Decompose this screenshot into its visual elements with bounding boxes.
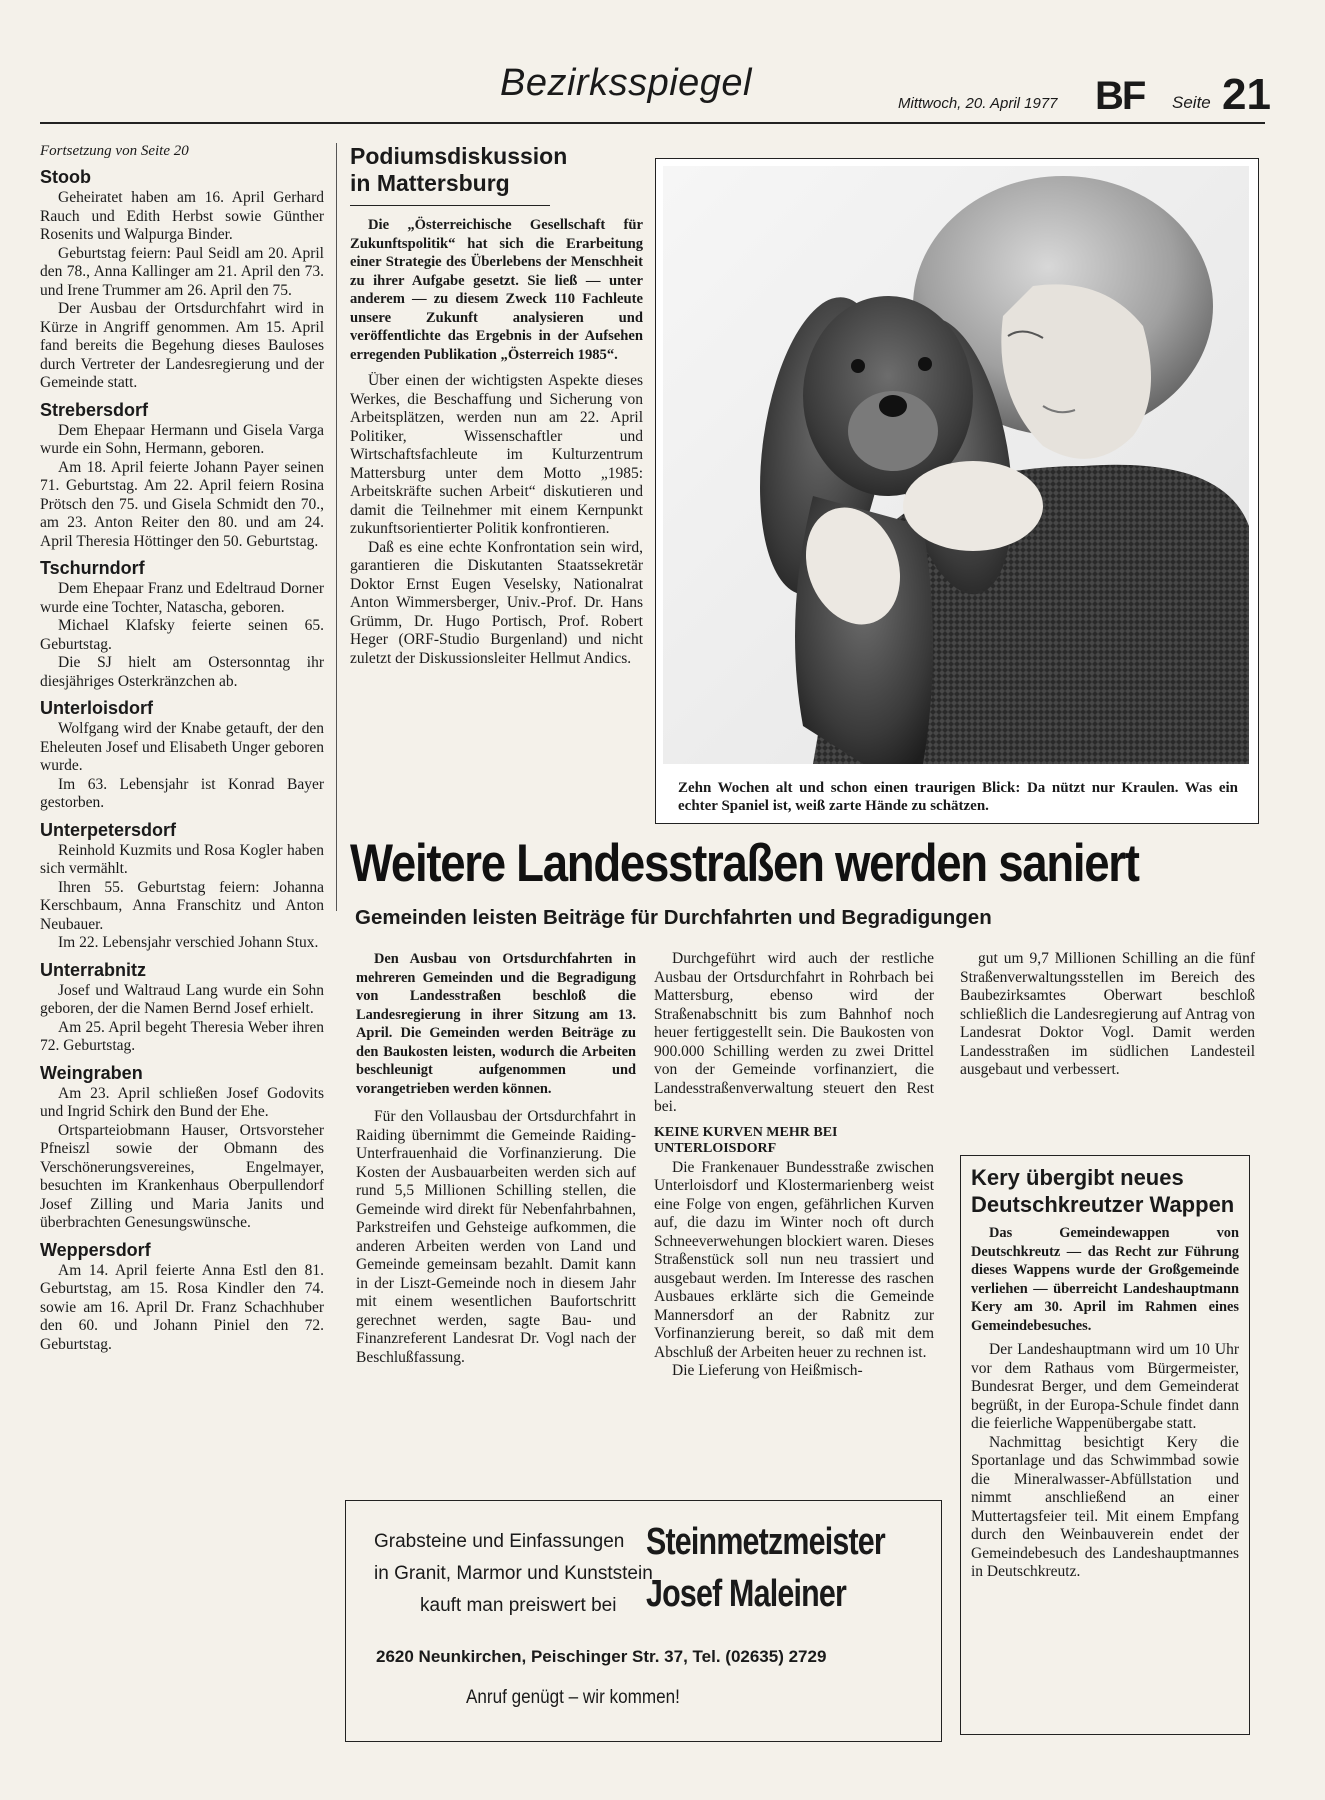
article-paragraph: gut um 9,7 Millionen Schilling an die fünf Straßenverwaltungsstellen im Bereich des Baubezirksamtes Oberwart beschloß schließlich die Landesregierung auf Antrag von Landesrat Doktor Vogl. Damit werden Landesstraßen im südlichen Landesteil ausgebaut und verbessert.: [960, 950, 1255, 1078]
locality-heading: Unterloisdorf: [40, 698, 154, 718]
ad-line-3: kauft man preiswert bei: [420, 1595, 617, 1616]
main-column-b-body: [654, 950, 934, 1117]
main-headline: Weitere Landesstraßen werden saniert: [350, 834, 1139, 893]
locality-heading: Tschurndorf: [40, 558, 145, 578]
locality-heading: Stoob: [40, 167, 91, 187]
news-paragraph: Am 23. April schließen Josef Godovits und Ingrid Schirk den Bund der Ehe.: [40, 1084, 324, 1120]
podium-lead-text: Die „Österreichische Gesellschaft für Zukunftspolitik“ hat sich die Erarbeitung einer Strategie des Überlebens der Menschheit zu ihrer Aufgabe gesetzt. Sie ließ — unter anderem — zu diesem Zweck 110 Fachleute unsere Zukunft analysieren und veröffentlichte das Ergebnis in der Aufsehen erregenden Publikation „Österreich 1985“.: [350, 217, 643, 363]
article-paragraph: Für den Vollausbau der Ortsdurchfahrt in Raiding übernimmt die Gemeinde Raiding-Unterfrauenhaid die Vorfinanzierung. Die Kosten der Ausbauarbeiten werden sich auf rund 5,5 Millionen Schilling stellen, die Gemeinde wird direkt für Nebenfahrbahnen, Parkstreifen und Gehsteige aufkommen, die anderen Arbeiten werden von Land und Gemeinde gemeinsam bezahlt. Damit kann in der Liszt-Gemeinde noch in diesem Jahr mit einem wesentlichen Baufortschritt gerechnet werden, sagte Bau- und Finanzreferent Landesrat Dr. Vogl nach der Beschlußfassung.: [356, 1108, 636, 1366]
ad-firm-line-2: Josef Maleiner: [646, 1573, 846, 1615]
podium-headline-line2: in Mattersburg: [350, 170, 510, 196]
news-paragraph: Geheiratet haben am 16. April Gerhard Rauch und Edith Herbst sowie Günther Rosenits und Walpurga Binder.: [40, 189, 324, 243]
news-paragraph: Im 63. Lebensjahr ist Konrad Bayer gestorben.: [40, 775, 324, 811]
main-column-b: [654, 950, 934, 1381]
kery-paragraph: Nachmittag besichtigt Kery die Sportanlage und das Schwimmbad sowie die Mineralwasser-Abfüllstation und nimmt anschließend an einer Muttertagsfeier teil. Mit einem Empfang durch den Weinbauverein endet der Gemeindebesuch des Landeshauptmannes in Deutschkreutz.: [971, 1433, 1239, 1580]
news-paragraph: Ihren 55. Geburtstag feiern: Johanna Kerschbaum, Anna Franschitz und Anton Neubauer.: [40, 878, 324, 933]
news-paragraph: Am 18. April feierte Johann Payer seinen 71. Geburtstag. Am 22. April feiern Rosina Prötsch den 75. und Gisela Schmidt den 70., am 23. Anton Reiter den 80. und am 24. April Theresia Höttinger den 50. Geburtstag.: [40, 458, 324, 550]
locality-news: [40, 422, 324, 552]
stonemason-advertisement: [345, 1500, 942, 1742]
podium-paragraph: Daß es eine echte Konfrontation sein wird, garantieren die Diskutanten Staatssekretär Doktor Ernst Eugen Veselsky, Nationalrat Anton Wimmersberger, Univ.-Prof. Dr. Hans Grümm, Dr. Hugo Portisch, Prof. Robert Heger (ORF-Studio Burgenland) und nicht zuletzt der Diskussionsleiter Hellmut Andics.: [350, 538, 643, 667]
locality-news: [40, 1085, 324, 1233]
page-number: 21: [1222, 70, 1271, 119]
news-paragraph: Ortsparteiobmann Hauser, Ortsvorsteher Pfneiszl sowie der Obmann des Verschönerungsvereines, Engelmayer, besuchten im Krankenhaus Oberpullendorf Josef Zilling und Maria Janits und überbrachten Genesungswünsche.: [40, 1121, 324, 1231]
local-news-column: [40, 143, 324, 1354]
kery-lead: [971, 1224, 1239, 1335]
locality-heading: Weingraben: [40, 1062, 143, 1083]
ad-line-1: Grabsteine und Einfassungen: [374, 1531, 625, 1552]
ad-line-2: in Granit, Marmor und Kunststein: [374, 1563, 653, 1584]
locality-heading: Unterrabnitz: [40, 959, 147, 980]
photo-caption: Zehn Wochen alt und schon einen traurigen Blick: Da nützt nur Kraulen. Was ein echter Spaniel ist, weiß zarte Hände zu schätzen.: [678, 780, 1238, 814]
kery-paragraph: Der Landeshauptmann wird um 10 Uhr vor dem Rathaus vom Bürgermeister, Bundesrat Berger, und dem Gemeinderat begrüßt, in der Europa-Schule findet dann die feierliche Wappenübergabe statt.: [971, 1341, 1239, 1432]
podium-body: [350, 372, 643, 668]
news-paragraph: Im 22. Lebensjahr verschied Johann Stux.: [58, 934, 319, 951]
main-column-a-body: [356, 1108, 636, 1367]
locality-heading: Unterpetersdorf: [40, 819, 177, 840]
main-column-b-body-2: [654, 1159, 934, 1381]
main-lead-text: Den Ausbau von Ortsdurchfahrten in mehreren Gemeinden und die Begradigung von Landesstraßen beschloß die Landesregierung in ihrer Sitzung am 13. April. Die Gemeinden werden Beiträge zu den Baukosten leisten, wodurch die Arbeiten beschleunigt aufgenommen und vorangetrieben werden können.: [356, 951, 636, 1097]
kery-body: [971, 1341, 1239, 1582]
locality-news: [40, 189, 324, 393]
main-column-c: [960, 950, 1255, 1080]
news-paragraph: Der Ausbau der Ortsdurchfahrt wird in Kürze in Angriff genommen. Am 15. April fand bereits die Begehung dieses Bauloses durch Vertreter der Landesregierung und der Gemeinde statt.: [40, 300, 324, 391]
column-divider: [336, 143, 337, 911]
page-label: Seite: [1172, 93, 1211, 112]
issue-date: Mittwoch, 20. April 1977: [898, 95, 1058, 112]
ad-address: 2620 Neunkirchen, Peischinger Str. 37, Tel. (02635) 2729: [376, 1647, 827, 1666]
podium-rule: [350, 205, 550, 206]
article-paragraph: Durchgeführt wird auch der restliche Ausbau der Ortsdurchfahrt in Rohrbach bei Mattersburg, ebenso wird der Straßenabschnitt bis zum Bahnhof noch heuer fertiggestellt sein. Die Baukosten von 900.000 Schilling werden zu zwei Drittel von der Gemeinde vorfinanziert, die Landesstraßenverwaltung steuert den Rest bei.: [654, 950, 934, 1115]
article-paragraph: Die Frankenauer Bundesstraße zwischen Unterloisdorf und Klostermarienberg weist eine Folge von engen, gefährlichen Kurven auf, die dazu im Winter noch oft durch Schneeverwehungen blockiert waren. Dieses Straßenstück soll nun neu trassiert und ausgebaut werden. Im Interesse des raschen Ausbaues erklärte sich die Gemeinde Mannersdorf an der Rabnitz zur Vorfinanzierung bereit, so daß mit dem Abschluß der Arbeiten heuer zu rechnen ist.: [654, 1158, 934, 1361]
news-paragraph: Dem Ehepaar Franz und Edeltraud Dorner wurde eine Tochter, Natascha, geboren.: [40, 580, 324, 616]
ad-firm-line-1: Steinmetzmeister: [646, 1521, 885, 1563]
news-paragraph: Dem Ehepaar Hermann und Gisela Varga wurde ein Sohn, Hermann, geboren.: [40, 421, 324, 457]
podium-headline-line1: Podiumsdiskussion: [350, 143, 568, 169]
podium-article: [350, 143, 643, 668]
article-paragraph: Die Lieferung von Heißmisch-: [672, 1362, 863, 1379]
ad-call-to-action: Anruf genügt – wir kommen!: [466, 1687, 680, 1708]
main-lead: [356, 950, 636, 1098]
locality-heading: Strebersdorf: [40, 399, 149, 420]
news-paragraph: Die SJ hielt am Ostersonntag ihr diesjähriges Osterkränzchen ab.: [40, 654, 324, 690]
locality-news: [40, 982, 324, 1056]
main-subheadline: Gemeinden leisten Beiträge für Durchfahrten und Begradigungen: [355, 906, 992, 929]
spaniel-photo: [663, 166, 1249, 764]
locality-news: [40, 842, 324, 953]
podium-headline: [350, 143, 643, 197]
locality-news: [40, 720, 324, 813]
locality-heading: Weppersdorf: [40, 1239, 151, 1260]
news-paragraph: Wolfgang wird der Knabe getauft, der den Eheleuten Josef und Elisabeth Unger geboren wurde.: [40, 720, 324, 774]
kery-headline: Kery übergibt neues Deutschkreutzer Wappen: [971, 1165, 1235, 1217]
news-paragraph: Josef und Waltraud Lang wurde ein Sohn geboren, der die Namen Bernd Josef erhielt.: [40, 981, 324, 1017]
news-paragraph: Am 25. April begeht Theresia Weber ihren 72. Geburtstag.: [40, 1018, 324, 1054]
spaniel-photo-box: [655, 158, 1259, 824]
main-column-b-subhead: KEINE KURVEN MEHR BEI UNTERLOISDORF: [654, 1124, 838, 1156]
locality-news: [40, 580, 324, 691]
podium-lead: [350, 216, 643, 364]
main-column-a: [356, 950, 636, 1367]
continuation-note: Fortsetzung von Seite 20: [40, 143, 189, 159]
news-paragraph: Am 14. April feierte Anna Estl den 81. Geburtstag, am 15. Rosa Kindler den 74. sowie am 16. April Dr. Franz Schachhuber den 60. und Johann Piniel den 72. Geburtstag.: [40, 1261, 324, 1353]
news-paragraph: Reinhold Kuzmits und Rosa Kogler haben sich vermählt.: [40, 841, 324, 877]
newspaper-logo: BF: [1095, 74, 1145, 118]
header-rule: [40, 122, 1265, 124]
news-paragraph: Michael Klafsky feierte seinen 65. Geburtstag.: [40, 617, 324, 653]
main-column-c-body: [960, 950, 1255, 1080]
locality-news: [40, 1262, 324, 1355]
section-title: Bezirksspiegel: [500, 62, 752, 104]
podium-paragraph: Über einen der wichtigsten Aspekte dieses Werkes, die Beschaffung und Sicherung von Arbeitsplätzen, werden nun am 22. April Politiker, Wissenschaftler und Wirtschaftsfachleute im Kulturzentrum Mattersburg unter dem Motto „1985: Arbeitskräfte suchen Arbeit“ diskutieren und damit die Teilnehmer mit einem Kernpunkt zukunftsorientierter Politik konfrontieren.: [350, 372, 643, 537]
news-paragraph: Geburtstag feiern: Paul Seidl am 20. April den 78., Anna Kallinger am 21. April den 73. und Irene Trummer am 26. April den 75.: [40, 244, 324, 299]
kery-lead-text: Das Gemeindewappen von Deutschkreutz — das Recht zur Führung dieses Wappens wurde der Großgemeinde verliehen — überreicht Landeshauptmann Kery am 30. April im Rahmen eines Gemeindebesuches.: [971, 1225, 1239, 1334]
kery-article-box: [960, 1155, 1250, 1735]
